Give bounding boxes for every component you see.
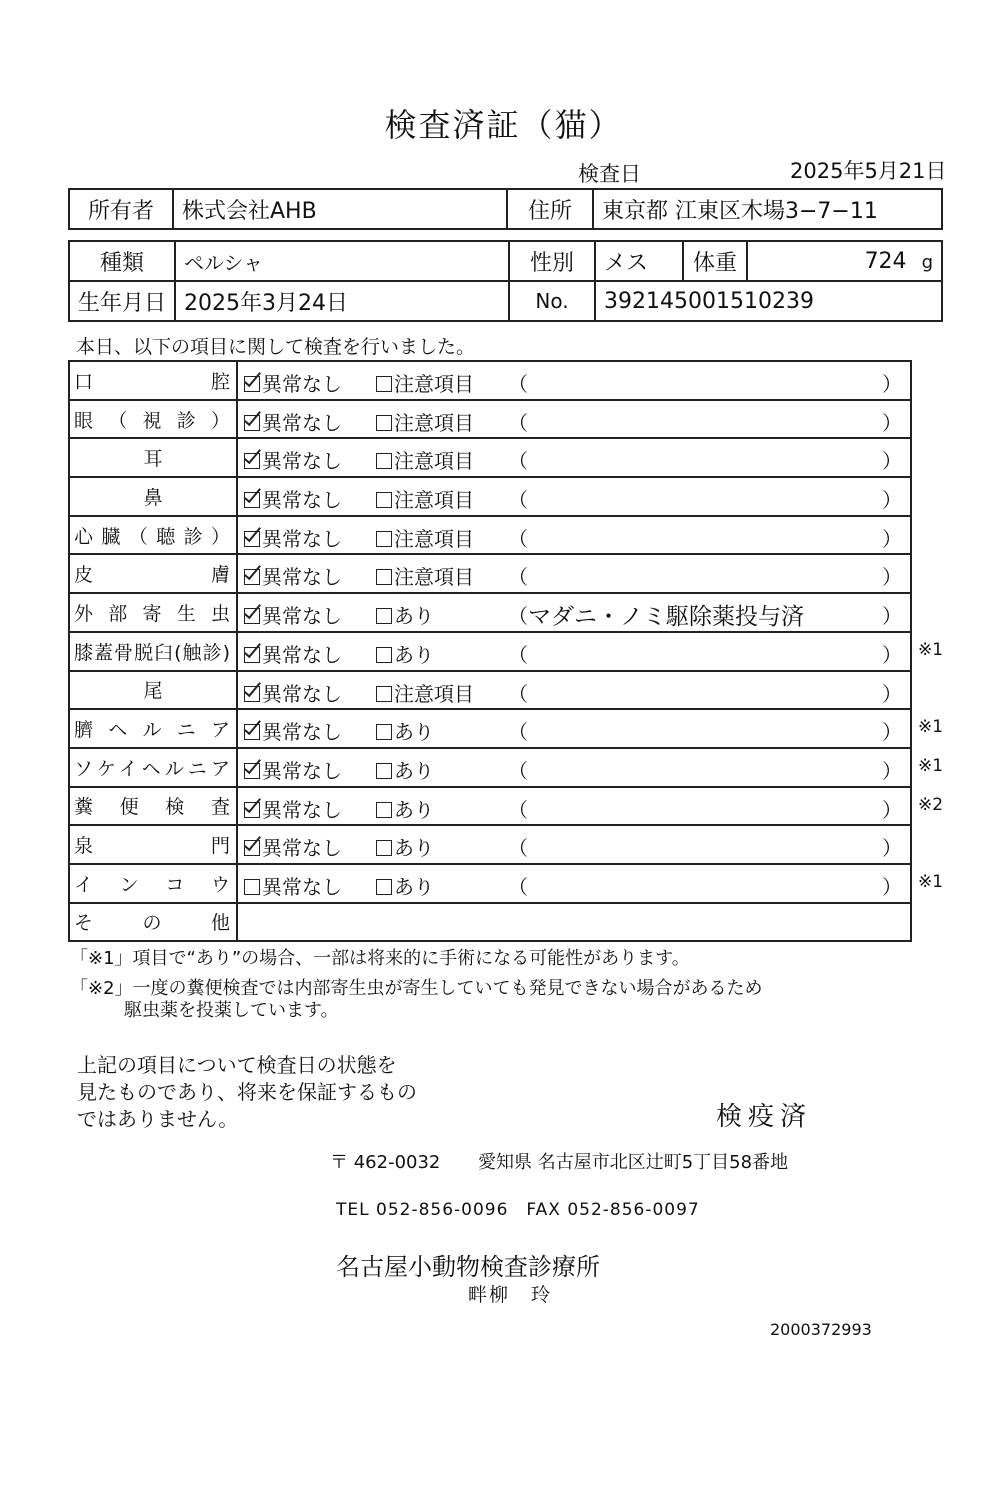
no-abnormality-option bbox=[244, 832, 342, 861]
serial-number: 2000372993 bbox=[770, 1320, 872, 1339]
paren-close: ） bbox=[882, 797, 902, 822]
option-label: 異常なし bbox=[262, 410, 342, 435]
option-label: 注意項目 bbox=[394, 526, 474, 551]
item-footnote-mark: ※1 bbox=[918, 756, 944, 776]
inspection-row bbox=[69, 400, 911, 439]
option-label: あり bbox=[394, 797, 434, 822]
caution-option bbox=[376, 523, 474, 552]
no-abnormality-option bbox=[244, 368, 342, 397]
weight-value: 724 bbox=[864, 248, 907, 274]
paren-open: （ bbox=[508, 797, 528, 822]
checkbox-icon bbox=[376, 376, 392, 392]
no-abnormality-option bbox=[244, 678, 342, 707]
disclaimer-line-1: 上記の項目について検査日の状態を bbox=[77, 1053, 397, 1077]
document-title: 検査済証（猫） bbox=[384, 106, 623, 144]
inspection-date-label: 検査日 bbox=[578, 162, 641, 186]
checked-checkbox-icon bbox=[244, 453, 260, 469]
item-name: インコウ bbox=[74, 873, 230, 896]
caution-option bbox=[376, 832, 434, 861]
caution-option bbox=[376, 755, 434, 784]
sex-label: 性別 bbox=[509, 241, 595, 281]
paren-open: （ bbox=[508, 758, 528, 783]
item-result-cell bbox=[237, 632, 911, 671]
address-value: 東京都 江東区木場3−7−11 bbox=[593, 189, 942, 229]
no-abnormality-option bbox=[244, 561, 342, 590]
item-name: ソケイヘルニア bbox=[74, 757, 230, 780]
item-name: 外部寄生虫 bbox=[74, 602, 230, 625]
paren-close: ） bbox=[882, 488, 902, 513]
weight-cell bbox=[747, 241, 942, 281]
paren-close: ） bbox=[882, 565, 902, 590]
inspection-items-table bbox=[68, 360, 912, 942]
item-name-cell bbox=[69, 787, 237, 826]
option-label: 注意項目 bbox=[394, 410, 474, 435]
item-name-cell bbox=[69, 903, 237, 942]
checkbox-icon bbox=[376, 531, 392, 547]
paren-open: （ bbox=[508, 449, 528, 474]
checkbox-icon bbox=[244, 879, 260, 895]
checkbox-icon bbox=[376, 840, 392, 856]
inspection-row bbox=[69, 864, 911, 903]
no-abnormality-option bbox=[244, 523, 342, 552]
checked-checkbox-icon bbox=[244, 608, 260, 624]
inspection-row bbox=[69, 361, 911, 400]
caution-option bbox=[376, 484, 474, 513]
checkbox-icon bbox=[376, 879, 392, 895]
item-name: 尾 bbox=[143, 680, 163, 703]
caution-option bbox=[376, 639, 434, 668]
option-label: あり bbox=[394, 604, 434, 629]
disclaimer-line-3: ではありません。 bbox=[77, 1107, 239, 1131]
paren-close: ） bbox=[882, 372, 902, 396]
item-name-cell bbox=[69, 400, 237, 439]
checked-checkbox-icon bbox=[244, 724, 260, 740]
inspection-row bbox=[69, 787, 911, 826]
option-label: 注意項目 bbox=[394, 681, 474, 706]
paren-close: ） bbox=[882, 410, 902, 435]
checked-checkbox-icon bbox=[244, 686, 260, 702]
inspection-row bbox=[69, 438, 911, 477]
option-label: 注意項目 bbox=[394, 372, 474, 396]
checkbox-icon bbox=[376, 608, 392, 624]
item-name-cell bbox=[69, 477, 237, 516]
option-label: 異常なし bbox=[262, 681, 342, 706]
item-footnote-mark: ※1 bbox=[918, 717, 944, 738]
item-footnote-mark: ※1 bbox=[918, 639, 944, 660]
sex-value: メス bbox=[595, 241, 683, 281]
inspection-row-other bbox=[69, 903, 911, 942]
checkbox-icon bbox=[376, 724, 392, 740]
caution-option bbox=[376, 794, 434, 823]
paren-open: （ bbox=[508, 681, 528, 706]
address-label: 住所 bbox=[507, 189, 593, 229]
item-name: 皮膚 bbox=[74, 564, 230, 587]
paren-open: （ bbox=[508, 410, 528, 435]
option-label: 異常なし bbox=[262, 488, 342, 513]
item-result-cell bbox=[237, 361, 911, 400]
inspection-row bbox=[69, 709, 911, 748]
checked-checkbox-icon bbox=[244, 415, 260, 431]
disclaimer bbox=[77, 1052, 417, 1133]
no-abnormality-option bbox=[244, 716, 342, 745]
option-label: あり bbox=[394, 642, 434, 667]
paren-close: ） bbox=[882, 642, 902, 667]
birth-label: 生年月日 bbox=[69, 281, 175, 321]
birth-value: 2025年3月24日 bbox=[175, 281, 509, 321]
item-result-cell bbox=[237, 438, 911, 477]
item-result-cell bbox=[237, 709, 911, 748]
item-name: 臍ヘルニア bbox=[74, 719, 230, 742]
item-result-cell bbox=[237, 400, 911, 439]
item-name-cell bbox=[69, 554, 237, 593]
inspection-date-value: 2025年5月21日 bbox=[790, 159, 947, 183]
inspection-row bbox=[69, 554, 911, 593]
caution-option bbox=[376, 871, 434, 900]
paren-close: ） bbox=[882, 526, 902, 551]
paren-open: （ bbox=[508, 874, 528, 899]
checked-checkbox-icon bbox=[244, 647, 260, 663]
checked-checkbox-icon bbox=[244, 763, 260, 779]
item-note: マダニ・ノミ駆除薬投与済 bbox=[528, 604, 804, 631]
paren-close: ） bbox=[882, 758, 902, 783]
no-abnormality-option bbox=[244, 639, 342, 668]
checkbox-icon bbox=[376, 453, 392, 469]
checked-checkbox-icon bbox=[244, 802, 260, 818]
clinic-tel-fax: TEL 052-856-0096 FAX 052-856-0097 bbox=[336, 1200, 700, 1220]
item-result-cell bbox=[237, 748, 911, 787]
item-name-cell bbox=[69, 438, 237, 477]
checkbox-icon bbox=[376, 569, 392, 585]
checkbox-icon bbox=[376, 415, 392, 431]
breed-value: ペルシャ bbox=[175, 241, 509, 281]
clinic-postal: 〒 462-0032 bbox=[330, 1152, 441, 1173]
owner-table bbox=[68, 188, 943, 230]
inspection-row bbox=[69, 593, 911, 632]
option-label: 異常なし bbox=[262, 642, 342, 667]
inspection-row bbox=[69, 671, 911, 710]
quarantine-stamp: 検疫済 bbox=[716, 1102, 813, 1132]
option-label: 異常なし bbox=[262, 449, 342, 474]
item-name: 鼻 bbox=[143, 486, 163, 509]
paren-open: （ bbox=[508, 720, 528, 745]
paren-open: （ bbox=[508, 372, 528, 396]
option-label: あり bbox=[394, 720, 434, 745]
footnote-2: 「※2」一度の糞便検査では内部寄生虫が寄生していても発見できない場合があるため bbox=[70, 978, 763, 999]
item-name-cell bbox=[69, 593, 237, 632]
checkbox-icon bbox=[376, 492, 392, 508]
option-label: あり bbox=[394, 758, 434, 783]
item-name-cell bbox=[69, 632, 237, 671]
caution-option bbox=[376, 407, 474, 436]
checked-checkbox-icon bbox=[244, 531, 260, 547]
item-result-cell bbox=[237, 787, 911, 826]
paren-open: （ bbox=[508, 642, 528, 667]
item-name-cell bbox=[69, 864, 237, 903]
item-name: 泉門 bbox=[74, 835, 230, 858]
inspection-row bbox=[69, 825, 911, 864]
weight-label: 体重 bbox=[683, 241, 747, 281]
item-result-cell bbox=[237, 671, 911, 710]
weight-unit: g bbox=[921, 251, 933, 273]
caution-option bbox=[376, 678, 474, 707]
item-name: 眼（視診） bbox=[74, 409, 230, 432]
item-name-cell bbox=[69, 748, 237, 787]
paren-open: （ bbox=[508, 488, 528, 513]
clinic-person: 畔柳 玲 bbox=[468, 1284, 553, 1306]
option-label: 注意項目 bbox=[394, 449, 474, 474]
no-abnormality-option bbox=[244, 484, 342, 513]
option-label: 異常なし bbox=[262, 874, 342, 899]
breed-label: 種類 bbox=[69, 241, 175, 281]
checkbox-icon bbox=[376, 802, 392, 818]
option-label: あり bbox=[394, 874, 434, 899]
option-label: 異常なし bbox=[262, 604, 342, 629]
checked-checkbox-icon bbox=[244, 376, 260, 392]
option-label: 異常なし bbox=[262, 372, 342, 396]
no-value: 392145001510239 bbox=[595, 281, 942, 321]
paren-open: （ bbox=[508, 604, 528, 629]
item-result-cell bbox=[237, 477, 911, 516]
item-name: 糞便検査 bbox=[74, 796, 230, 819]
option-label: 注意項目 bbox=[394, 565, 474, 590]
no-abnormality-option bbox=[244, 445, 342, 474]
animal-table bbox=[68, 240, 943, 322]
inspection-row bbox=[69, 748, 911, 787]
footnote-1: 「※1」項目で“あり”の場合、一部は将来的に手術になる可能性があります。 bbox=[70, 948, 690, 969]
checkbox-icon bbox=[376, 647, 392, 663]
item-result-cell bbox=[237, 593, 911, 632]
option-label: 異常なし bbox=[262, 526, 342, 551]
option-label: 注意項目 bbox=[394, 488, 474, 513]
item-footnote-mark: ※1 bbox=[918, 872, 944, 893]
disclaimer-line-2: 見たものであり、将来を保証するもの bbox=[77, 1080, 417, 1104]
caution-option bbox=[376, 561, 474, 590]
clinic-name: 名古屋小動物検査診療所 bbox=[336, 1253, 600, 1281]
clinic-address: 愛知県 名古屋市北区辻町5丁目58番地 bbox=[478, 1152, 789, 1173]
checked-checkbox-icon bbox=[244, 840, 260, 856]
paren-close: ） bbox=[882, 449, 902, 474]
no-abnormality-option bbox=[244, 600, 342, 629]
caution-option bbox=[376, 716, 434, 745]
item-name-cell bbox=[69, 709, 237, 748]
option-label: 異常なし bbox=[262, 565, 342, 590]
option-label: 異常なし bbox=[262, 720, 342, 745]
paren-close: ） bbox=[882, 720, 902, 745]
no-abnormality-option bbox=[244, 755, 342, 784]
item-name: 耳 bbox=[143, 448, 163, 471]
item-footnote-mark: ※2 bbox=[918, 794, 944, 815]
option-label: 異常なし bbox=[262, 836, 342, 861]
checked-checkbox-icon bbox=[244, 569, 260, 585]
inspection-row bbox=[69, 477, 911, 516]
caution-option bbox=[376, 368, 474, 397]
option-label: 異常なし bbox=[262, 758, 342, 783]
paren-close: ） bbox=[882, 874, 902, 899]
item-result-cell-other bbox=[237, 903, 911, 942]
option-label: 異常なし bbox=[262, 797, 342, 822]
footnote-2-cont: 駆虫薬を投薬しています。 bbox=[124, 1000, 339, 1021]
item-name-cell bbox=[69, 361, 237, 400]
no-abnormality-option bbox=[244, 871, 342, 900]
no-abnormality-option bbox=[244, 407, 342, 436]
caution-option bbox=[376, 600, 434, 629]
no-label: No. bbox=[509, 281, 595, 321]
lead-text: 本日、以下の項目に関して検査を行いました。 bbox=[76, 336, 476, 358]
paren-close: ） bbox=[882, 681, 902, 706]
caution-option bbox=[376, 445, 474, 474]
paren-open: （ bbox=[508, 565, 528, 590]
item-name: 膝蓋骨脱臼(触診) bbox=[74, 641, 230, 664]
no-abnormality-option bbox=[244, 794, 342, 823]
paren-open: （ bbox=[508, 526, 528, 551]
item-result-cell bbox=[237, 516, 911, 555]
checked-checkbox-icon bbox=[244, 492, 260, 508]
option-label: あり bbox=[394, 836, 434, 861]
item-name-cell bbox=[69, 671, 237, 710]
inspection-row bbox=[69, 516, 911, 555]
paren-close: ） bbox=[882, 604, 902, 629]
item-result-cell bbox=[237, 864, 911, 903]
owner-value: 株式会社AHB bbox=[173, 189, 507, 229]
item-name: 心臓（聴診） bbox=[74, 525, 230, 548]
inspection-row bbox=[69, 632, 911, 671]
owner-label: 所有者 bbox=[69, 189, 173, 229]
paren-open: （ bbox=[508, 836, 528, 861]
checkbox-icon bbox=[376, 686, 392, 702]
paren-close: ） bbox=[882, 836, 902, 861]
item-result-cell bbox=[237, 825, 911, 864]
item-name-cell bbox=[69, 516, 237, 555]
item-name-cell bbox=[69, 825, 237, 864]
item-name: 口腔 bbox=[74, 370, 230, 393]
item-name-other: その他 bbox=[74, 912, 230, 935]
item-result-cell bbox=[237, 554, 911, 593]
checkbox-icon bbox=[376, 763, 392, 779]
